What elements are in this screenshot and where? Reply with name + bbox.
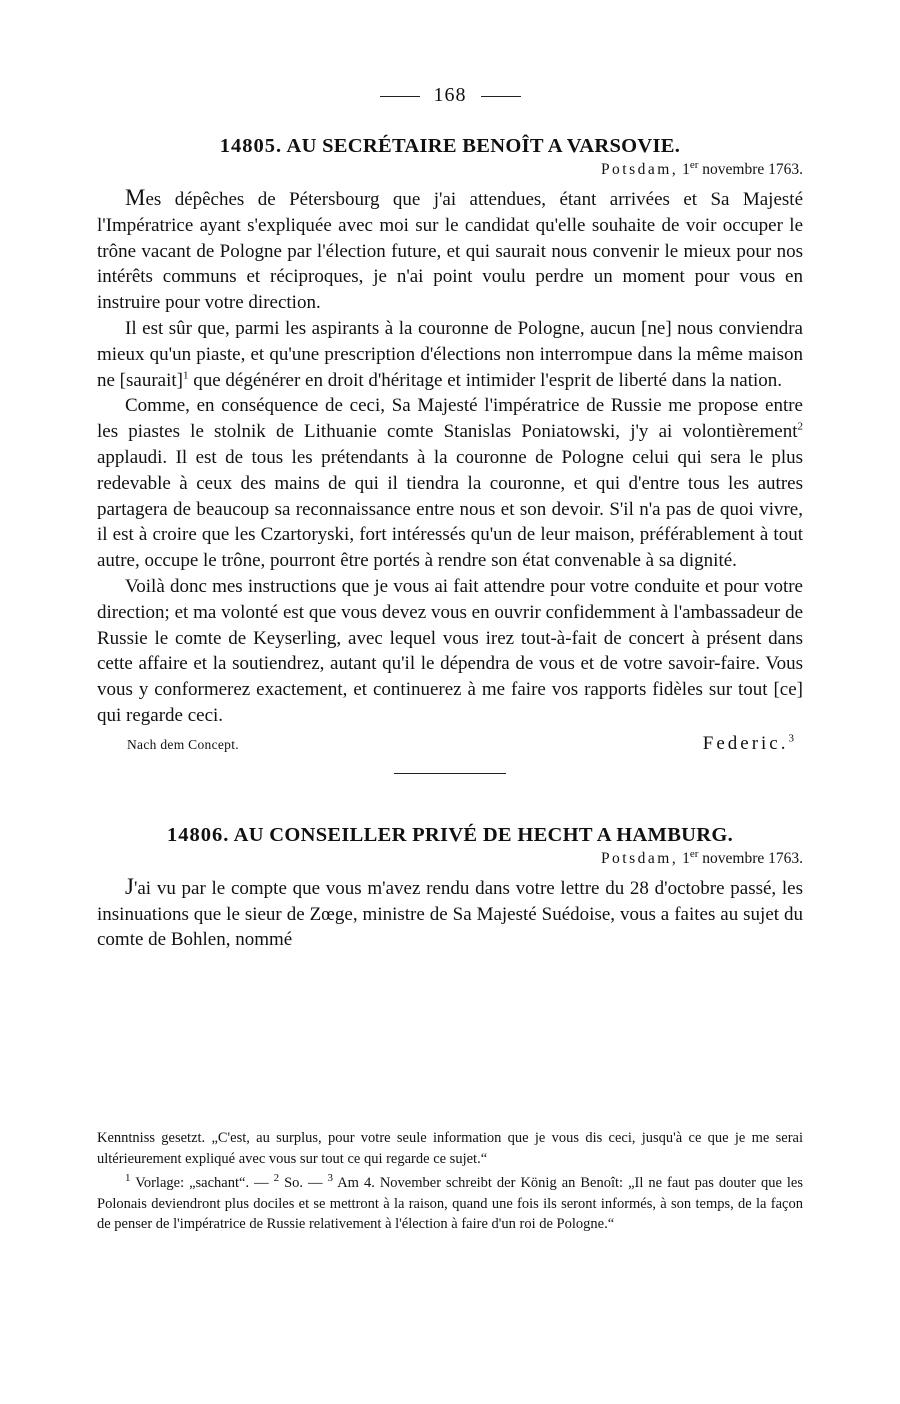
dateline-place: Potsdam, [600,161,679,178]
footnote-mark: 2 [273,1172,280,1185]
dateline-day-sup: er [689,847,699,860]
page-number-line [97,84,803,107]
footnote-text: Vorlage: „sachant“. — [130,1175,274,1191]
paragraph-text: que dégénérer en droit d'héritage et intimider l'esprit de liberté dans la nation. [188,369,783,391]
letter-heading [97,133,803,159]
footnote-list [97,1173,803,1235]
page-body [97,84,803,953]
letter-14806 [97,822,803,953]
paragraph-text: Voilà donc mes instructions que je vous ai fait attendre pour votre conduite et pour votre direction; et ma volonté est que vous devez vous en ouvrir confidemment à l'ambassadeur de Russie le comte de Keyserling, avec lequel vous irez tout-à-fait de concert à présent dans cette affaire et la soutiendrez, autant qu'il le dépendra de vous et de votre savoir-faire. Vous vous y conformerez exactement, et continuerez à me faire vos rapports fidèles sur tout [ce] qui regarde ceci. [97,575,803,726]
initial-letter: J [125,873,134,899]
paragraph-text: applaudi. Il est de tous les prétendants à la couronne de Pologne celui qui sera le plus redevable à ceux des mains de qui il tiendra la couronne, et qui d'entre tous les autres partagera de beaucoup sa reconnaissance entre nous et son devoir. S'il n'a pas de quoi vivre, il est à croire que les Czartoryski, fort intéressés qu'un de leur maison, préférablement à tout autre, occupe le trône, pourront être portés à rendre son état convenable à sa dignité. [97,446,803,572]
dateline-place: Potsdam, [600,849,679,867]
paragraph [97,574,803,729]
paragraph [97,393,803,574]
source-note: Nach dem Concept. [127,736,239,752]
dateline-rest: novembre 1763. [702,849,803,867]
letter-title: AU SECRÉTAIRE BENOÎT A VARSOVIE. [286,135,681,157]
dateline [97,848,803,870]
dateline-day: 1 [682,849,690,867]
paragraph [97,185,803,316]
initial-letter: M [125,185,146,210]
letter-14805 [97,133,803,755]
paragraph [97,316,803,393]
footnote-continuation: Kenntniss gesetzt. „C'est, au surplus, pour votre seule information que je vous dis ceci, jusqu'à ce que je me serai ultérieurement expliqué avec vous sur tout ce qui regarde ce sujet.“ [97,1130,803,1167]
footnote-mark: 1 [125,1172,131,1185]
page-number: 168 [433,84,467,106]
letter-title: AU CONSEILLER PRIVÉ DE HECHT A HAMBURG. [233,823,734,846]
paragraph-text: Comme, en conséquence de ceci, Sa Majesté l'impératrice de Russie me propose entre les piastes le stolnik de Lithuanie comte Stanislas Poniatowski, j'y ai volontièrement [97,395,803,443]
section-divider [394,773,506,774]
paragraph-text: Il est sûr que, parmi les aspirants à la couronne de Pologne, aucun [ne] nous conviendra mieux qu'un piaste, et qu'une prescription d'élections non interrompue dans la même maison ne [saurait] [97,317,803,391]
dateline-day-sup: er [689,158,699,171]
footnote-text: So. — [279,1175,328,1191]
letter-number: 14806. [166,823,230,846]
page-number-dash-left [380,96,420,97]
footnote-text: Am 4. November schreibt der König an Benoît: „Il ne faut pas douter que les Polonais deviendront plus dociles et se mettront à la raison, quand une fois ils seront informés, à son temps, de la façon de penser de l'impératrice de Russie relativement à l'élection à faire d'un roi de Pologne.“ [97,1175,803,1232]
signature [703,733,803,755]
footnote-mark: 3 [327,1172,334,1185]
footnote-ref: 2 [797,420,803,433]
letter-heading [97,822,803,848]
footnote-ref: 1 [182,369,189,382]
page-number-dash-right [481,96,521,97]
dateline [97,159,803,181]
signature-name: Federic. [702,732,789,754]
paragraph [97,874,803,953]
footnote-ref: 3 [788,732,797,745]
dateline-day: 1 [682,161,690,178]
letter-number: 14805. [219,135,283,157]
signature-row [97,733,803,755]
paragraph-text: 'ai vu par le compte que vous m'avez rendu dans votre lettre du 28 d'octobre passé, les insinuations que le sieur de Zœge, ministre de Sa Majesté Suédoise, vous a faites au sujet du comte de Bohlen, nommé [97,877,803,951]
paragraph-text: es dépêches de Pétersbourg que j'ai attendues, étant arrivées et Sa Majesté l'Impératrice ayant s'expliquée avec moi sur le candidat qu'elle souhaite de voir occuper le trône vacant de Pologne par l'élection future, et qui saurait nous convenir le mieux pour nos intérêts communs et réciproques, je n'ai point voulu perdre un moment pour vous en instruire pour votre direction. [97,189,803,314]
footnotes [97,1128,803,1235]
dateline-rest: novembre 1763. [702,161,803,178]
